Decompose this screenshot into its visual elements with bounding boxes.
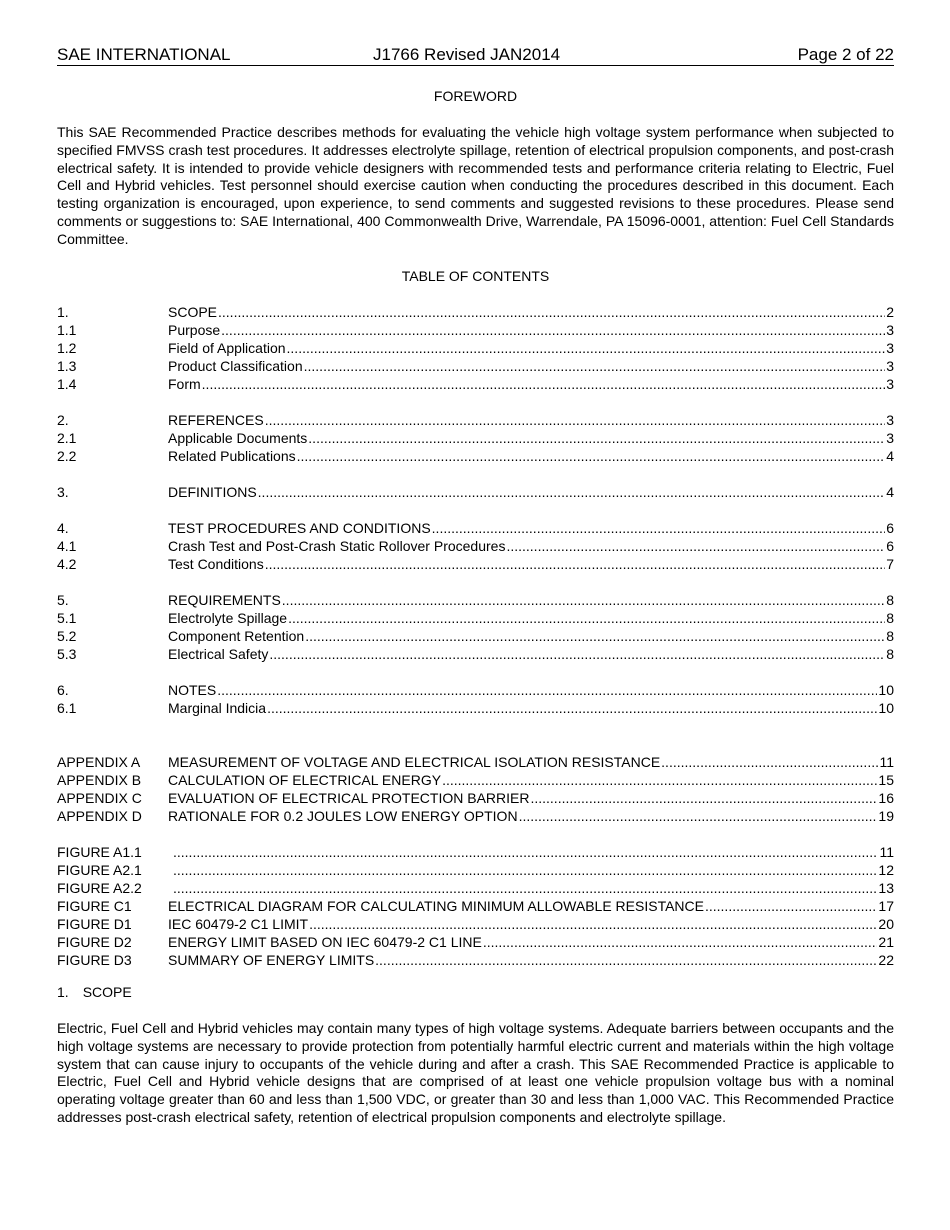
toc-entry-page: 4 [886,484,894,500]
toc-entry-number: 1.1 [57,322,77,338]
toc-entry-line [168,951,894,969]
toc-entry [57,879,894,897]
toc-leader-dots [297,447,886,465]
toc-entry-title: REFERENCES [168,412,264,428]
toc-entry-title: Applicable Documents [168,430,308,446]
toc-entry-number: 1. [57,304,69,320]
toc-entry-page: 10 [878,700,894,716]
toc-entry-page: 11 [879,844,894,860]
toc-entry [57,807,894,825]
toc-entry [57,771,894,789]
toc-entry-line [168,519,894,537]
toc-entry-title: RATIONALE FOR 0.2 JOULES LOW ENERGY OPTION [168,808,518,824]
toc-entry [57,897,894,915]
toc-entry-line [168,807,894,825]
toc-leader-dots [287,339,886,357]
toc-entry-line [168,771,894,789]
toc-entry-number: 4.2 [57,556,77,572]
toc-title: TABLE OF CONTENTS [401,268,550,284]
toc-entry-number: FIGURE A2.1 [57,862,142,878]
toc-entry-line [168,447,894,465]
toc-entry-page: 10 [878,682,894,698]
toc-entry [57,645,894,663]
toc-entry-page: 4 [886,448,894,464]
header-document-id: J1766 Revised JAN2014 [373,45,561,64]
toc-leader-dots [483,933,878,951]
scope-heading-number: 1. [57,984,69,1000]
toc-entry-page: 20 [878,916,894,932]
toc-entry-page: 22 [878,952,894,968]
toc-entry-page: 21 [878,934,894,950]
toc-leader-dots [202,375,886,393]
toc-entry-page: 8 [886,610,894,626]
toc-entry-title: SCOPE [168,304,218,320]
toc-leader-dots [305,627,885,645]
toc-entry-page: 12 [878,862,894,878]
toc-entry-page: 3 [886,376,894,392]
toc-entry-title: TEST PROCEDURES AND CONDITIONS [168,520,431,536]
toc-entry-page: 17 [878,898,894,914]
toc-entry-line [168,897,894,915]
toc-entry-title: Component Retention [168,628,305,644]
toc-entry-number: 3. [57,484,69,500]
toc-entry-page: 11 [879,754,894,770]
toc-entry-title: Test Conditions [168,556,264,572]
toc-entry [57,789,894,807]
toc-entry-line [168,609,894,627]
toc-entry-title: Purpose [168,322,221,338]
toc-leader-dots [705,897,877,915]
toc-entry-number: 4. [57,520,69,536]
toc-leader-dots [304,357,886,375]
toc-entry [57,411,894,429]
scope-heading [57,983,132,1001]
toc-entry-line [168,753,894,771]
toc-entry-title: Marginal Indicia [168,700,267,716]
toc-entry-line [168,627,894,645]
toc-entry-title: Electrolyte Spillage [168,610,288,626]
toc-entry-number: APPENDIX D [57,808,142,824]
toc-entry [57,861,894,879]
toc-entry-line [168,789,894,807]
toc-entry-page: 13 [878,880,894,896]
scope-text: Electric, Fuel Cell and Hybrid vehicles may contain many types of high voltage systems. Adequate barriers between occupants and the high voltage systems are necessary to provide protection from potentially harmful electric current and materials within the high voltage system that can cause injury to occupants of the vehicle during and after a crash. This SAE Recommended Practice is applicable to Electric, Fuel Cell and Hybrid vehicle designs that are comprised of at least one vehicle propulsion voltage bus with a nominal operating voltage greater than 60 and less than 1,500 VDC, or greater than 30 and less than 1,000 VAC. This Recommended Practice addresses post-crash electrical safety, retention of electrical propulsion components and electrolyte spillage. [57,1020,894,1125]
toc-entry-number: 1.4 [57,376,77,392]
toc-entry [57,591,894,609]
toc-entry-number: 4.1 [57,538,77,554]
toc-entry-page: 6 [886,538,894,554]
toc-leader-dots [265,411,886,429]
toc-entry-line [168,483,894,501]
toc-entry [57,753,894,771]
toc-entry-line [168,303,894,321]
toc-entry-line [168,537,894,555]
toc-entry-number: 1.2 [57,340,77,356]
toc-entry-line [168,681,894,699]
toc-entry [57,519,894,537]
toc-entry-line [168,699,894,717]
toc-entry-line [168,411,894,429]
toc-entry [57,447,894,465]
toc-entry-number: FIGURE D3 [57,952,132,968]
toc-entry-title: Field of Application [168,340,286,356]
toc-entry-number: FIGURE A1.1 [57,844,142,860]
toc-entry-page: 16 [878,790,894,806]
toc-entry-line [168,321,894,339]
toc-leader-dots [267,699,877,717]
foreword-title: FOREWORD [433,88,518,104]
toc-entry-title: IEC 60479-2 C1 LIMIT [168,916,309,932]
toc-appendices [57,753,894,825]
toc-entry-title: EVALUATION OF ELECTRICAL PROTECTION BARRIER [168,790,530,806]
toc-entry-number: 5.3 [57,646,77,662]
toc-entry [57,699,894,717]
toc-entry-title: Product Classification [168,358,303,374]
toc-entry [57,303,894,321]
toc-entry-page: 19 [878,808,894,824]
toc-entry-title: Electrical Safety [168,646,269,662]
toc-entry-number: FIGURE A2.2 [57,880,142,896]
toc-entry-line [168,933,894,951]
toc-leader-dots [258,483,886,501]
toc-figures [57,843,894,969]
toc-entry-number: APPENDIX C [57,790,142,806]
toc-entry [57,321,894,339]
toc-leader-dots [442,771,877,789]
scope-heading-title: SCOPE [82,984,132,1000]
toc-entry-page: 7 [886,556,894,572]
toc-entry-line [168,591,894,609]
toc-entry-page: 3 [886,322,894,338]
toc-entry-number: 1.3 [57,358,77,374]
toc-leader-dots [282,591,885,609]
toc-leader-dots [375,951,877,969]
header-page-number: Page 2 of 22 [797,45,894,64]
toc-leader-dots [519,807,878,825]
header-organization: SAE INTERNATIONAL [57,45,231,64]
toc-entry-page: 3 [886,340,894,356]
toc-entry-number: 5. [57,592,69,608]
toc-entry-title: DEFINITIONS [168,484,257,500]
toc-entry-page: 3 [886,430,894,446]
toc-entry-number: FIGURE D1 [57,916,132,932]
toc-entry-line [168,375,894,393]
toc-entry-page: 8 [886,628,894,644]
toc-entry [57,357,894,375]
toc-leader-dots [221,321,885,339]
toc-entry-line [168,429,894,447]
toc-leader-dots [217,681,877,699]
toc-entry-line [168,645,894,663]
toc-entry [57,555,894,573]
toc-entry [57,933,894,951]
toc-entry-title: NOTES [168,682,217,698]
toc-entry-number: APPENDIX A [57,754,141,770]
page-header [57,44,894,66]
toc-entry-number: 2.1 [57,430,77,446]
toc-entry [57,483,894,501]
toc-entry-page: 8 [886,646,894,662]
toc-entry-title: Crash Test and Post-Crash Static Rollover Procedures [168,538,506,554]
toc-leader-dots [288,609,885,627]
toc-entry-title: Form [168,376,201,392]
toc-entry-line [168,357,894,375]
toc-leader-dots [173,879,877,897]
toc-leader-dots [308,429,885,447]
toc-entry [57,843,894,861]
toc-entry-line [168,915,894,933]
toc-leader-dots [173,843,878,861]
toc-entry-line [172,843,894,861]
toc-leader-dots [173,861,877,879]
toc-entry [57,339,894,357]
toc-entry-line [168,339,894,357]
toc-sections [57,303,894,717]
toc-entry-line [172,879,894,897]
toc-entry-page: 15 [878,772,894,788]
toc-leader-dots [432,519,886,537]
toc-entry-page: 3 [886,412,894,428]
toc-entry-title: ENERGY LIMIT BASED ON IEC 60479-2 C1 LINE [168,934,482,950]
toc-entry-title: ELECTRICAL DIAGRAM FOR CALCULATING MINIMUM ALLOWABLE RESISTANCE [168,898,704,914]
toc-entry-page: 6 [886,520,894,536]
toc-entry-page: 8 [886,592,894,608]
toc-entry [57,537,894,555]
toc-entry-number: 2.2 [57,448,77,464]
toc-leader-dots [269,645,885,663]
toc-entry-title: CALCULATION OF ELECTRICAL ENERGY [168,772,442,788]
toc-entry-line [168,555,894,573]
toc-entry [57,951,894,969]
toc-entry-number: 6.1 [57,700,77,716]
toc-leader-dots [506,537,885,555]
toc-entry [57,627,894,645]
toc-entry-number: FIGURE C1 [57,898,132,914]
toc-entry-page: 3 [886,358,894,374]
toc-entry-number: 5.2 [57,628,77,644]
toc-entry [57,915,894,933]
toc-entry-line [172,861,894,879]
toc-entry [57,681,894,699]
toc-leader-dots [265,555,885,573]
toc-leader-dots [218,303,885,321]
toc-leader-dots [661,753,878,771]
toc-entry-title: MEASUREMENT OF VOLTAGE AND ELECTRICAL ISOLATION RESISTANCE [168,754,661,770]
toc-entry-number: FIGURE D2 [57,934,132,950]
toc-entry-title: SUMMARY OF ENERGY LIMITS [168,952,375,968]
toc-entry [57,429,894,447]
foreword-text: This SAE Recommended Practice describes methods for evaluating the vehicle high voltage system performance when subjected to specified FMVSS crash test procedures. It addresses electrolyte spillage, retention of electrical propulsion components, and post-crash electrical safety. It is intended to provide vehicle designers with recommended tests and performance criteria relating to Electric, Fuel Cell and Hybrid vehicles. Test personnel should exercise caution when conducting the procedures described in this document. Each testing organization is encouraged, upon experience, to send comments and suggested revisions to these procedures. Please send comments or suggestions to: SAE International, 400 Commonwealth Drive, Warrendale, PA 15096-0001, attention: Fuel Cell Standards Committee. [57,124,894,247]
toc-entry-title: Related Publications [168,448,296,464]
toc-entry-number: 2. [57,412,69,428]
table-of-contents [57,303,894,969]
toc-entry [57,609,894,627]
toc-entry-number: 5.1 [57,610,77,626]
toc-entry-number: APPENDIX B [57,772,142,788]
toc-entry-title: REQUIREMENTS [168,592,281,608]
toc-entry [57,375,894,393]
toc-leader-dots [530,789,877,807]
toc-leader-dots [309,915,877,933]
toc-entry-page: 2 [886,304,894,320]
toc-entry-number: 6. [57,682,69,698]
